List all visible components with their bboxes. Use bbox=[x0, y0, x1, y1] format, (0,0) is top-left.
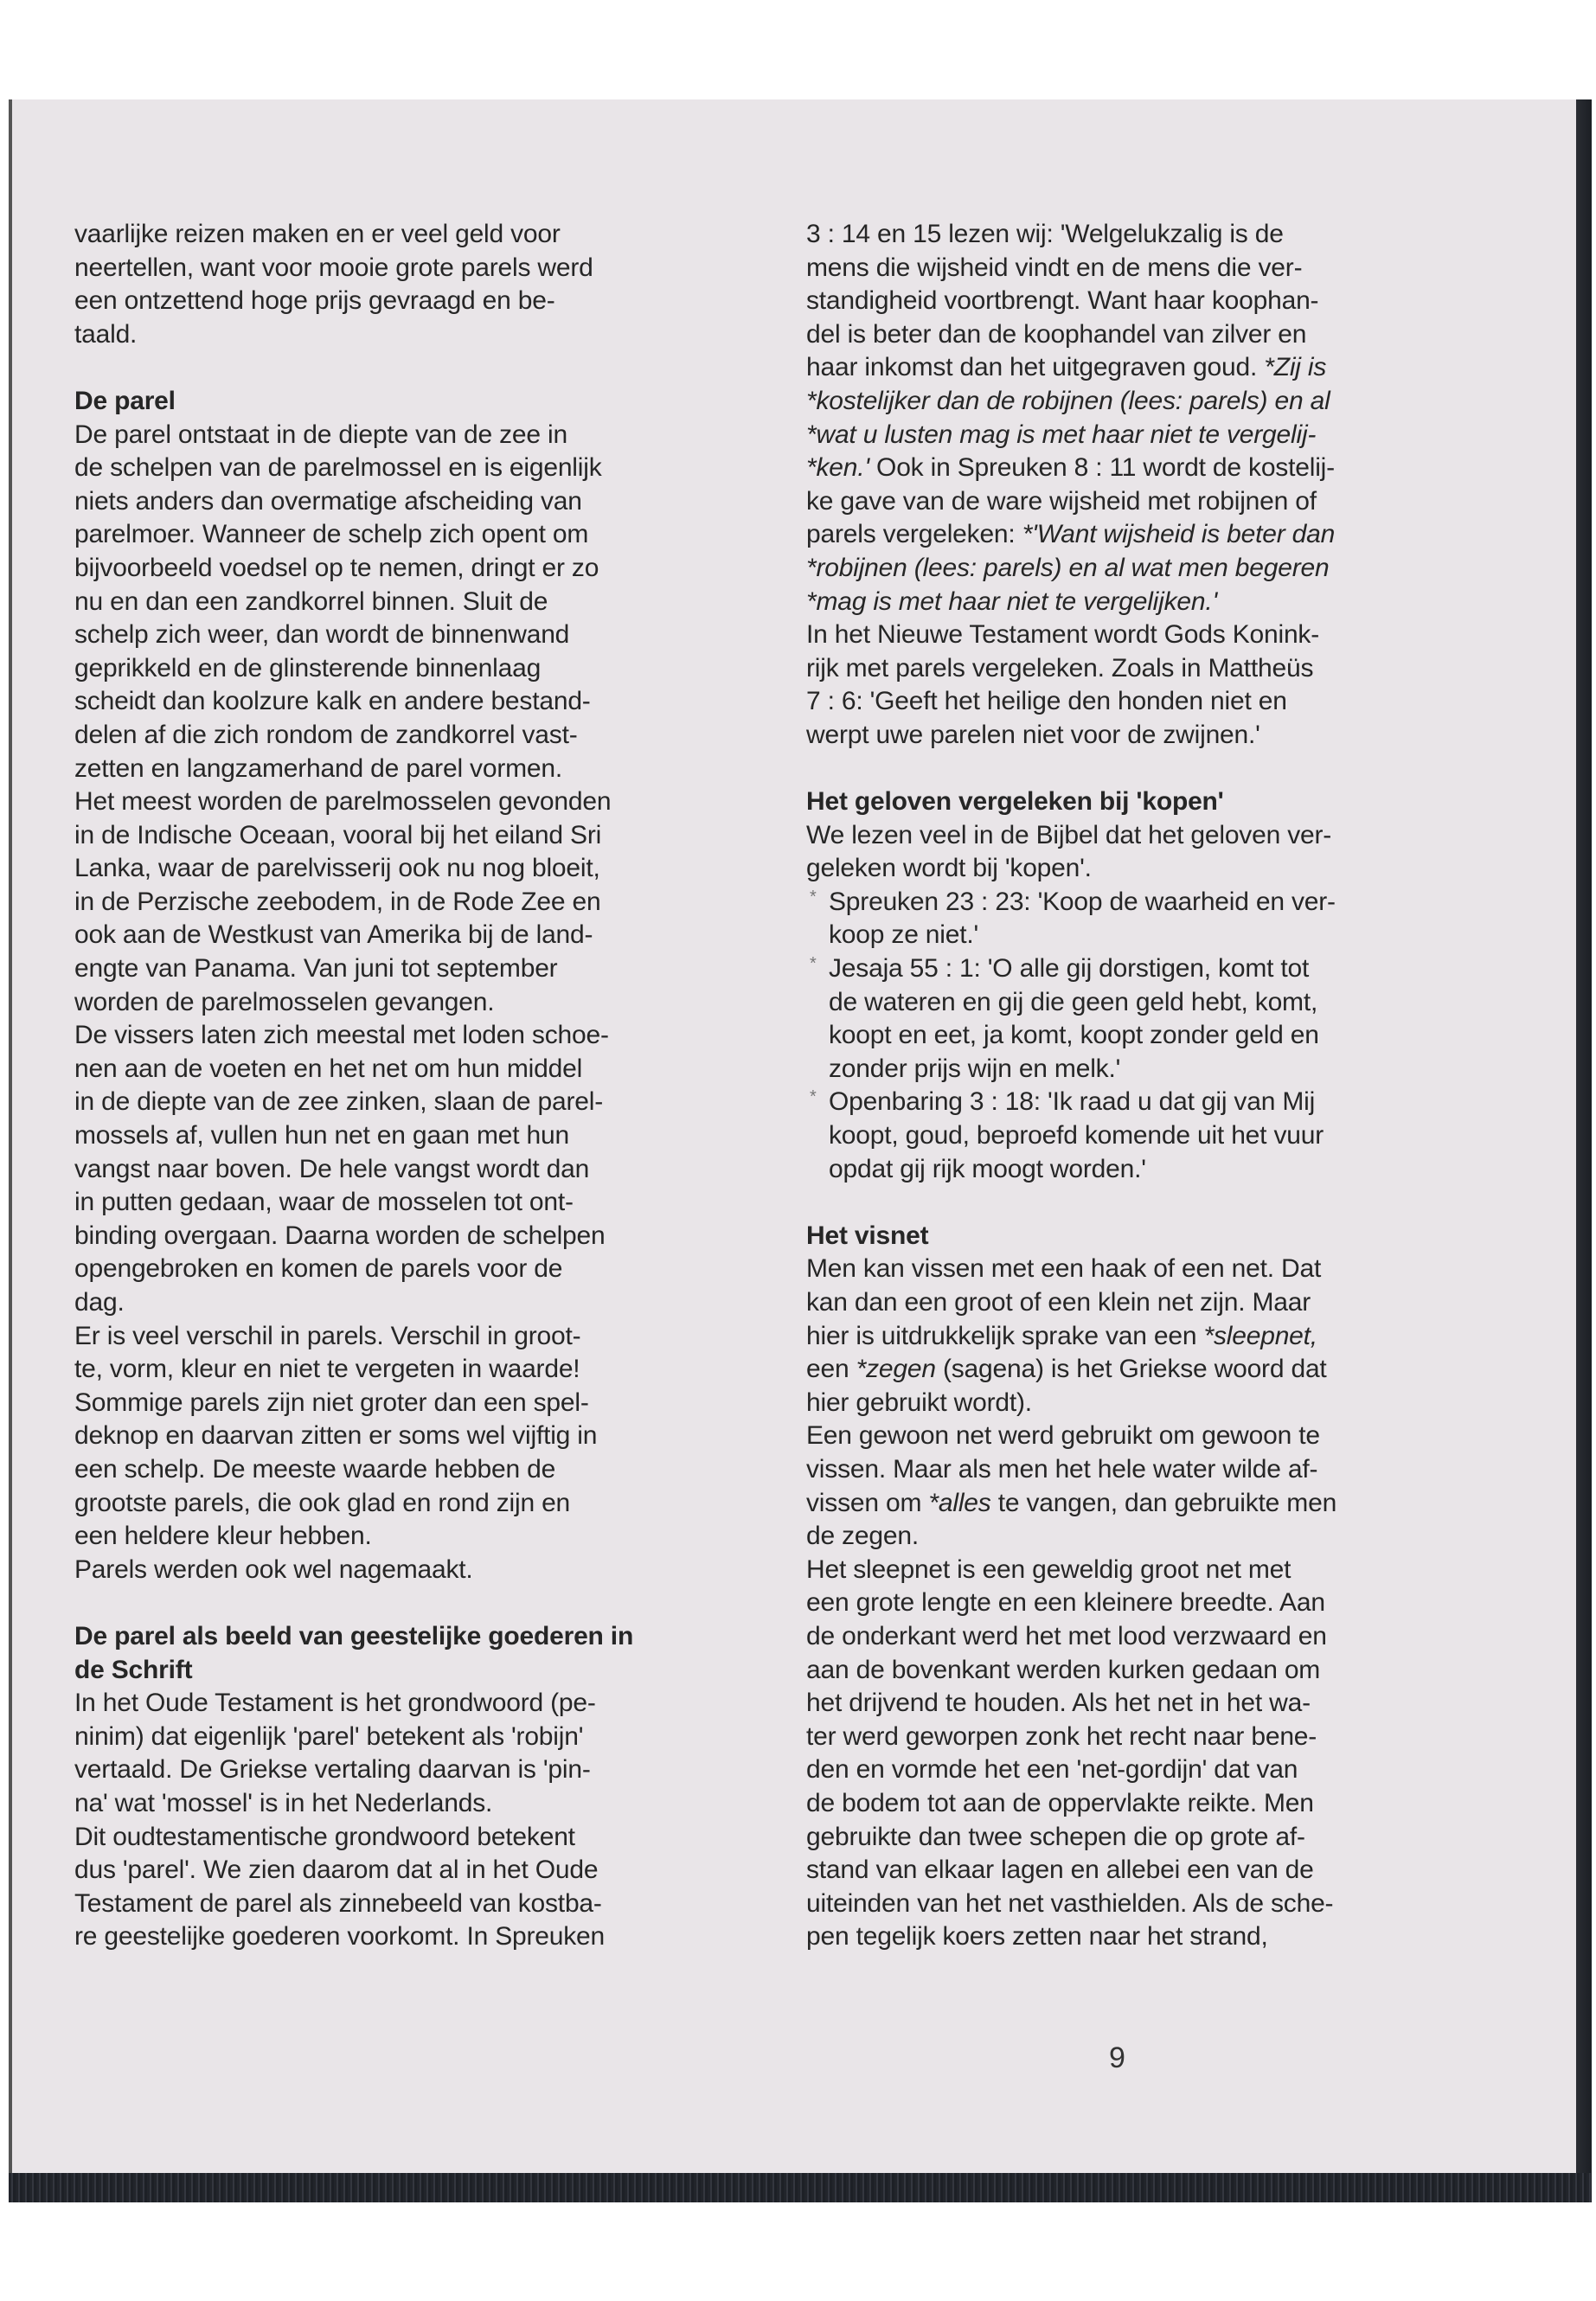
text-line bbox=[74, 285, 766, 318]
text-line bbox=[806, 1888, 1498, 1921]
text-segment: scheidt dan koolzure kalk en andere bestand- bbox=[74, 687, 591, 716]
text-line bbox=[74, 1854, 766, 1888]
text-line bbox=[74, 1821, 766, 1855]
text-line bbox=[806, 218, 1498, 252]
text-segment: Lanka, waar de parelvisserij ook nu nog bloeit, bbox=[74, 854, 600, 883]
text-segment: taald. bbox=[74, 319, 138, 349]
text-segment: koopt en eet, ja komt, koopt zonder geld en bbox=[829, 1021, 1319, 1050]
text-segment: binding overgaan. Daarna worden de schelpen bbox=[74, 1221, 606, 1250]
italic-text: *'Want wijsheid is beter dan bbox=[1022, 520, 1336, 549]
text-segment: de zegen. bbox=[806, 1522, 919, 1551]
text-line bbox=[74, 785, 766, 819]
italic-text: *robijnen (lees: parels) en al wat men begeren bbox=[806, 553, 1330, 582]
text-line bbox=[806, 1253, 1498, 1286]
text-line bbox=[806, 1286, 1498, 1320]
left-text-column bbox=[74, 218, 766, 1954]
text-segment: neertellen, want voor mooie grote parels werd bbox=[74, 253, 593, 282]
text-line bbox=[74, 1119, 766, 1153]
text-segment: mens die wijsheid vindt en de mens die ver- bbox=[806, 253, 1303, 282]
text-line bbox=[74, 1086, 766, 1119]
text-line bbox=[74, 1387, 766, 1420]
text-line bbox=[74, 1586, 766, 1620]
italic-text: *ken.' bbox=[806, 453, 869, 483]
text-line bbox=[74, 552, 766, 586]
text-segment: een grote lengte en een kleinere breedte. Aan bbox=[806, 1588, 1325, 1618]
text-line bbox=[74, 252, 766, 285]
text-segment: geleken wordt bij 'kopen'. bbox=[806, 854, 1092, 883]
text-segment: delen af die zich rondom de zandkorrel vast- bbox=[74, 720, 578, 749]
text-segment: dus 'parel'. We zien daarom dat al in het Oude bbox=[74, 1856, 599, 1885]
text-segment: de wateren en gij die geen geld hebt, komt, bbox=[829, 987, 1318, 1016]
text-segment: grootste parels, die ook glad en rond zijn en bbox=[74, 1488, 571, 1517]
text-segment: Parels werden ook wel nagemaakt. bbox=[74, 1554, 473, 1584]
text-segment: (sagena) is het Griekse woord dat bbox=[935, 1355, 1327, 1384]
text-segment: Dit oudtestamentische grondwoord betekent bbox=[74, 1822, 575, 1851]
text-segment: vissen. Maar als men het hele water wilde af- bbox=[806, 1454, 1318, 1484]
text-line bbox=[806, 1487, 1498, 1521]
text-segment: ke gave van de ware wijsheid met robijnen of bbox=[806, 486, 1317, 516]
text-line bbox=[806, 1821, 1498, 1855]
text-line bbox=[806, 1186, 1498, 1220]
text-line bbox=[806, 285, 1498, 318]
text-line bbox=[74, 986, 766, 1020]
text-segment: parels vergeleken: bbox=[806, 520, 1022, 549]
text-segment: gebruikte dan twee schepen die op grote af- bbox=[806, 1822, 1305, 1851]
italic-text: *Zij is bbox=[1264, 353, 1327, 382]
text-segment: koopt, goud, beproefd komende uit het vuur bbox=[829, 1121, 1324, 1150]
italic-text: *wat u lusten mag is met haar niet te vergelij- bbox=[806, 420, 1317, 449]
text-line bbox=[74, 1220, 766, 1253]
text-line bbox=[806, 586, 1498, 619]
text-segment: ninim) dat eigenlijk 'parel' betekent als 'robijn' bbox=[74, 1721, 584, 1751]
text-line bbox=[806, 1520, 1498, 1554]
text-line bbox=[806, 819, 1498, 853]
text-segment: den en vormde het een 'net-gordijn' dat van bbox=[806, 1755, 1298, 1785]
text-line bbox=[806, 652, 1498, 686]
text-line bbox=[74, 685, 766, 719]
text-segment: de onderkant werd het met lood verzwaard en bbox=[806, 1621, 1327, 1650]
text-segment: hier gebruikt wordt). bbox=[806, 1388, 1032, 1417]
text-segment: Het geloven vergeleken bij 'kopen' bbox=[806, 787, 1224, 817]
italic-text: *alles bbox=[928, 1488, 991, 1517]
text-segment: Er is veel verschil in parels. Verschil in groot- bbox=[74, 1321, 581, 1350]
section-heading-line bbox=[806, 1220, 1498, 1253]
text-segment: haar inkomst dan het uitgegraven goud. bbox=[806, 353, 1265, 382]
text-segment: nu en dan een zandkorrel binnen. Sluit de bbox=[74, 586, 548, 616]
text-line bbox=[806, 318, 1498, 352]
text-segment: 3 : 14 en 15 lezen wij: 'Welgelukzalig is de bbox=[806, 220, 1284, 248]
text-line bbox=[74, 919, 766, 952]
text-segment: na' wat 'mossel' is in het Nederlands. bbox=[74, 1788, 493, 1817]
text-line bbox=[74, 1787, 766, 1821]
text-line bbox=[806, 1721, 1498, 1754]
text-line bbox=[806, 419, 1498, 452]
text-segment: in de Indische Oceaan, vooral bij het eiland Sri bbox=[74, 820, 602, 849]
text-line bbox=[806, 619, 1498, 652]
text-line bbox=[806, 719, 1498, 753]
text-segment: del is beter dan de koophandel van zilver en bbox=[806, 319, 1307, 349]
text-line bbox=[806, 518, 1498, 552]
asterisk-bullet-icon: * bbox=[810, 954, 817, 974]
text-segment: ter werd geworpen zonk het recht naar bene- bbox=[806, 1721, 1317, 1751]
text-segment: stand van elkaar lagen en allebei een van de bbox=[806, 1856, 1314, 1885]
text-segment: engte van Panama. Van juni tot september bbox=[74, 954, 558, 984]
text-line bbox=[806, 852, 1498, 886]
text-segment: Jesaja 55 : 1: 'O alle gij dorstigen, komt tot bbox=[829, 954, 1310, 984]
text-segment: Het sleepnet is een geweldig groot net met bbox=[806, 1554, 1292, 1584]
text-line bbox=[74, 1420, 766, 1453]
text-line bbox=[806, 1153, 1498, 1187]
text-line bbox=[806, 1654, 1498, 1688]
text-segment: In het Nieuwe Testament wordt Gods Konink- bbox=[806, 620, 1320, 650]
bullet-line bbox=[806, 886, 1498, 920]
text-line bbox=[806, 1053, 1498, 1086]
text-line bbox=[806, 1787, 1498, 1821]
text-segment: Men kan vissen met een haak of een net. Dat bbox=[806, 1254, 1322, 1284]
text-line bbox=[74, 719, 766, 753]
text-line bbox=[74, 1320, 766, 1354]
text-segment: kan dan een groot of een klein net zijn. Maar bbox=[806, 1288, 1311, 1317]
text-segment: schelp zich weer, dan wordt de binnenwand bbox=[74, 620, 570, 650]
text-segment: te, vorm, kleur en niet te vergeten in waarde! bbox=[74, 1355, 580, 1384]
text-line bbox=[74, 452, 766, 485]
section-heading-line bbox=[74, 1654, 766, 1688]
text-segment: De vissers laten zich meestal met loden schoe- bbox=[74, 1021, 609, 1050]
text-line bbox=[806, 1019, 1498, 1053]
section-heading-line bbox=[74, 385, 766, 419]
text-line bbox=[74, 518, 766, 552]
text-line bbox=[806, 1353, 1498, 1387]
text-line bbox=[74, 852, 766, 886]
text-line bbox=[806, 1620, 1498, 1654]
text-line bbox=[806, 753, 1498, 786]
text-line bbox=[74, 1487, 766, 1521]
text-line bbox=[74, 1753, 766, 1787]
text-segment: vissen om bbox=[806, 1488, 929, 1517]
text-line bbox=[806, 1687, 1498, 1721]
text-segment: deknop en daarvan zitten er soms wel vijftig in bbox=[74, 1421, 598, 1451]
section-heading-line bbox=[74, 1620, 766, 1654]
bullet-line bbox=[806, 952, 1498, 986]
text-segment: dag. bbox=[74, 1288, 125, 1317]
text-segment: de bodem tot aan de oppervlakte reikte. Men bbox=[806, 1788, 1314, 1817]
text-segment: zonder prijs wijn en melk.' bbox=[829, 1054, 1121, 1083]
text-segment: parelmoer. Wanneer de schelp zich opent om bbox=[74, 520, 589, 549]
text-segment: pen tegelijk koers zetten naar het strand, bbox=[806, 1922, 1268, 1952]
text-line bbox=[74, 1353, 766, 1387]
text-line bbox=[806, 986, 1498, 1020]
text-segment: een schelp. De meeste waarde hebben de bbox=[74, 1454, 556, 1484]
text-segment: Het meest worden de parelmosselen gevonden bbox=[74, 787, 612, 817]
bullet-line bbox=[806, 1086, 1498, 1119]
text-line bbox=[806, 351, 1498, 385]
text-segment: nen aan de voeten en het net om hun middel bbox=[74, 1054, 583, 1083]
text-line bbox=[806, 385, 1498, 419]
text-line bbox=[806, 919, 1498, 952]
text-segment: de schelpen van de parelmossel en is eigenlijk bbox=[74, 453, 602, 483]
text-line bbox=[74, 318, 766, 352]
text-segment: het drijvend te houden. Als het net in het wa- bbox=[806, 1689, 1311, 1718]
italic-text: *zegen bbox=[856, 1355, 936, 1384]
asterisk-bullet-icon: * bbox=[810, 887, 817, 907]
text-line bbox=[74, 886, 766, 920]
text-line bbox=[74, 1153, 766, 1187]
text-line bbox=[806, 1753, 1498, 1787]
text-segment: uiteinden van het net vasthielden. Als de sche- bbox=[806, 1888, 1334, 1918]
text-line bbox=[806, 685, 1498, 719]
right-text-column bbox=[806, 218, 1498, 1954]
text-segment: in putten gedaan, waar de mosselen tot ont- bbox=[74, 1188, 574, 1217]
text-segment: in de diepte van de zee zinken, slaan de parel- bbox=[74, 1087, 604, 1117]
text-segment: De parel bbox=[74, 386, 176, 415]
text-segment: aan de bovenkant werden kurken gedaan om bbox=[806, 1655, 1321, 1684]
italic-text: *sleepnet, bbox=[1203, 1321, 1317, 1350]
text-line bbox=[74, 351, 766, 385]
text-segment: hier is uitdrukkelijk sprake van een bbox=[806, 1321, 1204, 1350]
book-spine-edge bbox=[1576, 99, 1592, 2202]
text-line bbox=[806, 1119, 1498, 1153]
text-line bbox=[74, 1019, 766, 1053]
text-segment: We lezen veel in de Bijbel dat het geloven ver- bbox=[806, 820, 1332, 849]
section-heading-line bbox=[806, 785, 1498, 819]
text-segment: ook aan de Westkust van Amerika bij de land- bbox=[74, 920, 593, 950]
text-line bbox=[74, 1053, 766, 1086]
text-segment: niets anders dan overmatige afscheiding van bbox=[74, 486, 582, 516]
text-line bbox=[806, 1420, 1498, 1453]
text-line bbox=[806, 1453, 1498, 1487]
text-segment: Spreuken 23 : 23: 'Koop de waarheid en ver- bbox=[829, 887, 1336, 916]
text-line bbox=[74, 1721, 766, 1754]
text-segment: vertaald. De Griekse vertaling daarvan is 'pin- bbox=[74, 1755, 591, 1785]
text-line bbox=[74, 952, 766, 986]
text-line bbox=[806, 252, 1498, 285]
text-line bbox=[806, 1387, 1498, 1420]
text-segment: Het visnet bbox=[806, 1221, 929, 1250]
text-segment: mossels af, vullen hun net en gaan met hun bbox=[74, 1121, 569, 1150]
text-line bbox=[74, 1186, 766, 1220]
text-line bbox=[806, 485, 1498, 519]
text-segment: geprikkeld en de glinsterende binnenlaag bbox=[74, 653, 542, 683]
text-segment: opdat gij rijk moogt worden.' bbox=[829, 1154, 1146, 1183]
text-line bbox=[806, 552, 1498, 586]
text-line bbox=[74, 419, 766, 452]
text-segment: vaarlijke reizen maken en er veel geld voor bbox=[74, 220, 561, 248]
text-segment: de Schrift bbox=[74, 1655, 193, 1684]
text-line bbox=[74, 753, 766, 786]
text-segment: een heldere kleur hebben. bbox=[74, 1522, 372, 1551]
text-segment: De parel als beeld van geestelijke goederen in bbox=[74, 1621, 634, 1650]
text-line bbox=[74, 1888, 766, 1921]
text-line bbox=[806, 1586, 1498, 1620]
text-segment: 7 : 6: 'Geeft het heilige den honden niet en bbox=[806, 687, 1287, 716]
text-segment: vangst naar boven. De hele vangst wordt dan bbox=[74, 1154, 590, 1183]
text-segment: worden de parelmosselen gevangen. bbox=[74, 987, 495, 1016]
text-segment: opengebroken en komen de parels voor de bbox=[74, 1254, 563, 1284]
asterisk-bullet-icon: * bbox=[810, 1087, 817, 1107]
text-line bbox=[74, 1286, 766, 1320]
text-segment: zetten en langzamerhand de parel vormen. bbox=[74, 753, 563, 783]
text-line bbox=[74, 652, 766, 686]
text-line bbox=[74, 1520, 766, 1554]
text-line bbox=[806, 1320, 1498, 1354]
text-segment: Testament de parel als zinnebeeld van kostba- bbox=[74, 1888, 602, 1918]
text-segment: De parel ontstaat in de diepte van de zee in bbox=[74, 420, 567, 449]
text-line bbox=[74, 1554, 766, 1587]
text-segment: standigheid voortbrengt. Want haar koophan- bbox=[806, 286, 1319, 316]
text-line bbox=[74, 1253, 766, 1286]
text-line bbox=[74, 218, 766, 252]
text-line bbox=[74, 1920, 766, 1954]
italic-text: *kostelijker dan de robijnen (lees: parels) en al bbox=[806, 386, 1330, 415]
text-line bbox=[74, 586, 766, 619]
text-segment: bijvoorbeeld voedsel op te nemen, dringt er zo bbox=[74, 553, 599, 582]
text-segment: Een gewoon net werd gebruikt om gewoon te bbox=[806, 1421, 1320, 1451]
text-segment: een bbox=[806, 1355, 856, 1384]
text-segment: rijk met parels vergeleken. Zoals in Mattheüs bbox=[806, 653, 1314, 683]
text-line bbox=[74, 619, 766, 652]
text-line bbox=[806, 1920, 1498, 1954]
text-line bbox=[74, 819, 766, 853]
text-segment: koop ze niet.' bbox=[829, 920, 979, 950]
text-line bbox=[806, 1554, 1498, 1587]
text-segment: Openbaring 3 : 18: 'Ik raad u dat gij van Mij bbox=[829, 1087, 1316, 1117]
text-segment: Ook in Spreuken 8 : 11 wordt de kostelij- bbox=[869, 453, 1335, 483]
text-segment: werpt uwe parelen niet voor de zwijnen.' bbox=[806, 720, 1260, 749]
text-line bbox=[806, 1854, 1498, 1888]
text-line bbox=[74, 485, 766, 519]
text-line bbox=[806, 452, 1498, 485]
text-line bbox=[74, 1453, 766, 1487]
text-segment: re geestelijke goederen voorkomt. In Spreuken bbox=[74, 1922, 606, 1952]
text-segment: te vangen, dan gebruikte men bbox=[990, 1488, 1337, 1517]
text-segment: In het Oude Testament is het grondwoord (pe- bbox=[74, 1689, 596, 1718]
text-segment: een ontzettend hoge prijs gevraagd en be- bbox=[74, 286, 555, 316]
book-bottom-edge bbox=[9, 2173, 1592, 2202]
text-segment: Sommige parels zijn niet groter dan een spel- bbox=[74, 1388, 589, 1417]
text-segment: in de Perzische zeebodem, in de Rode Zee en bbox=[74, 887, 601, 916]
page-number: 9 bbox=[1109, 2041, 1125, 2074]
text-line bbox=[74, 1687, 766, 1721]
italic-text: *mag is met haar niet te vergelijken.' bbox=[806, 586, 1218, 616]
